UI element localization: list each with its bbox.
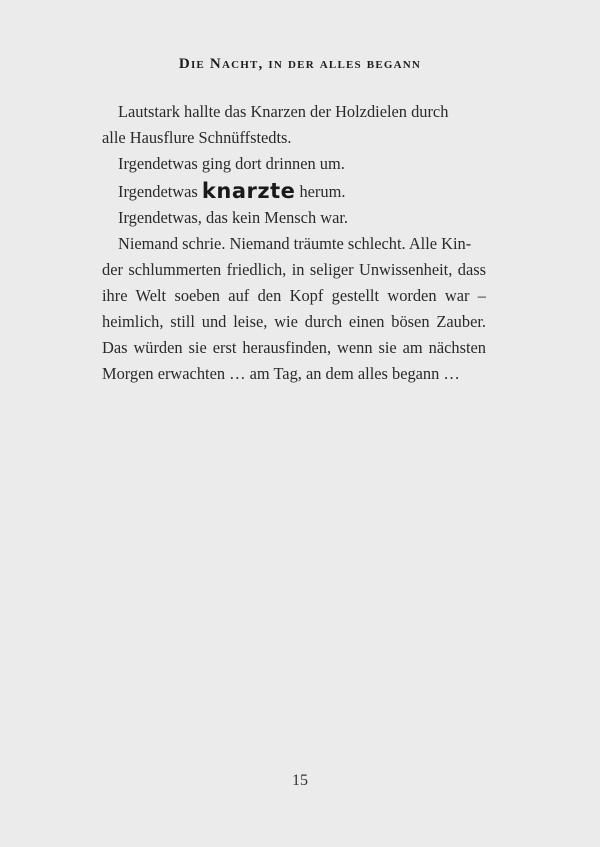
paragraph-1-line-1: Lautstark hallte das Knarzen der Holzdielen durch [118, 102, 449, 121]
paragraph-5-line-5: Das würden sie erst herausfinden, wenn sie am nächsten [102, 338, 486, 357]
page-number: 15 [292, 772, 308, 789]
paragraph-5-line-4: heimlich, still und leise, wie durch einen bösen Zauber. [102, 312, 486, 331]
paragraph-2: Irgendetwas ging dort drinnen um. [118, 154, 345, 173]
chapter-title: Die Nacht, in der alles begann [178, 56, 422, 72]
paragraph-3-after: herum. [295, 182, 346, 201]
paragraph-3-before: Irgendetwas [118, 182, 202, 201]
emphasized-word-knarzte: knarzte [201, 179, 296, 203]
paragraph-4: Irgendetwas, das kein Mensch war. [118, 208, 349, 227]
paragraph-5-line-6: Morgen erwachten … am Tag, an dem alles begann … [102, 364, 460, 383]
paragraph-3 [118, 177, 486, 205]
paragraph-5-line-2: der schlummerten friedlich, in seliger Unwissenheit, dass [102, 260, 486, 279]
paragraph-5-line-1: Niemand schrie. Niemand träumte schlecht. Alle Kin- [118, 234, 472, 253]
body-text [102, 99, 486, 387]
paragraph-5-line-3: ihre Welt soeben auf den Kopf gestellt worden war – [102, 286, 486, 305]
paragraph-1-line-2: alle Hausflure Schnüffstedts. [102, 128, 292, 147]
